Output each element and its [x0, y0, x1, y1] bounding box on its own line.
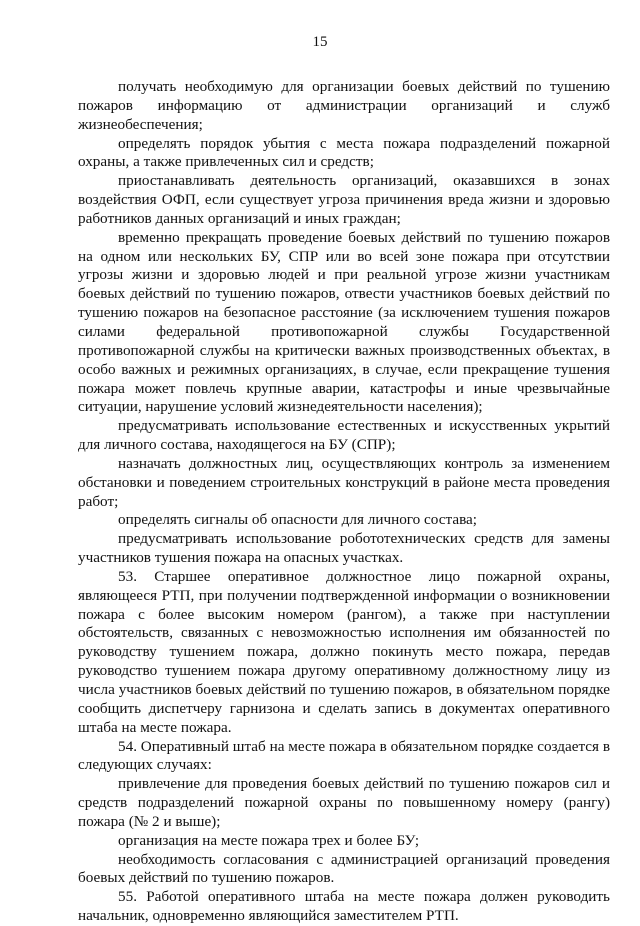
paragraph-5: предусматривать использование естественных и искусственных укрытий для личного состава, находящегося на БУ (СПР); — [78, 417, 610, 454]
paragraph-6: назначать должностных лиц, осуществляющих контроль за изменением обстановки и поведением строительных конструкций в районе места проведения работ; — [78, 454, 610, 510]
paragraph-4: временно прекращать проведение боевых действий по тушению пожаров на одном или нескольких БУ, СПР или во всей зоне пожара при отсутствии угрозы жизни и здоровью людей и при реальной угрозе жизни участникам боевых действий по тушению пожаров, отвести участников боевых действий по тушению пожаров на безопасное расстояние (за исключением тушения пожаров силами федеральной противопожарной службы Государственной противопожарной службы на критически важных производственных объектах, в особо важных и режимных организациях, в случае, если прекращение тушения пожара может повлечь крупные аварии, катастрофы и иные чрезвычайные ситуации, нарушение условий жизнедеятельности населения); — [78, 228, 610, 416]
paragraph-8: предусматривать использование робототехнических средств для замены участников тушения пожара на опасных участках. — [78, 530, 610, 567]
paragraph-2: определять порядок убытия с места пожара подразделений пожарной охраны, а также привлеченных сил и средств; — [78, 134, 610, 171]
page-number: 15 — [312, 34, 328, 50]
paragraph-53: 53. Старшее оперативное должностное лицо пожарной охраны, являющееся РТП, при получении подтвержденной информации о возникновении пожара с более высоким номером (рангом), а также при наступлении обстоятельств, связанных с невозможностью исполнения им обязанностей по руководству тушением пожара, должно покинуть место пожара, передав руководство тушением пожара другому оперативному должностному лицу из числа участников боевых действий по тушению пожаров, в обязательном порядке сообщить диспетчеру гарнизона и сделать запись в документах оперативного штаба на месте пожара. — [78, 567, 610, 736]
paragraph-54-item-1: привлечение для проведения боевых действий по тушению пожаров сил и средств подразделений пожарной охраны по повышенному номеру (рангу) пожара (№ 2 и выше); — [78, 775, 610, 830]
paragraph-55: 55. Работой оперативного штаба на месте пожара должен руководить начальник, одновременно являющийся заместителем РТП. — [78, 888, 610, 925]
paragraph-54-item-2: организация на месте пожара трех и более БУ; — [118, 831, 420, 849]
paragraph-7: определять сигналы об опасности для личного состава; — [118, 511, 477, 529]
paragraph-54-item-3: необходимость согласования с администрацией организаций проведения боевых действий по тушению пожаров. — [78, 850, 610, 887]
paragraph-54: 54. Оперативный штаб на месте пожара в обязательном порядке создается в следующих случаях: — [78, 737, 610, 774]
paragraph-1: получать необходимую для организации боевых действий по тушению пожаров информацию от администрации организаций и служб жизнеобеспечения; — [78, 78, 610, 133]
document-body — [78, 78, 610, 926]
paragraph-3: приостанавливать деятельность организаций, оказавшихся в зонах воздействия ОФП, если существует угроза причинения вреда жизни и здоровью работников данных организаций и иных граждан; — [78, 172, 610, 227]
